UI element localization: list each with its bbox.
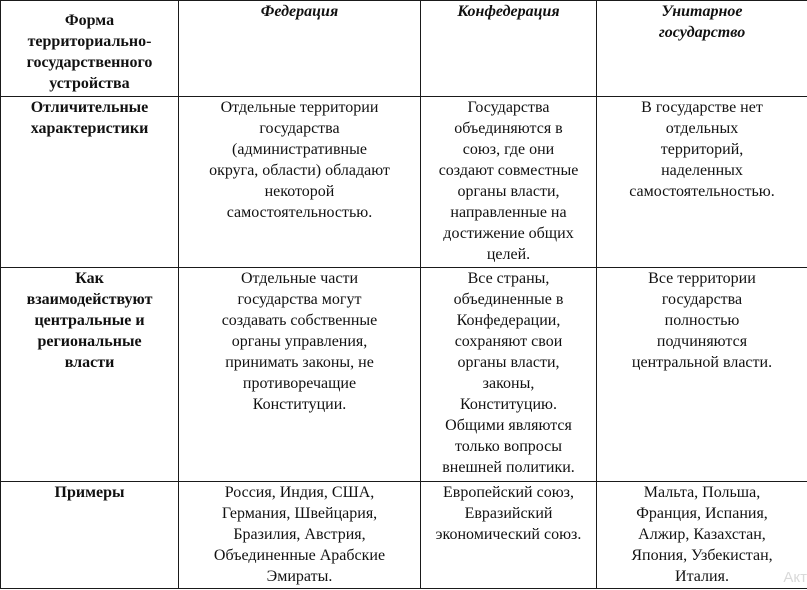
- column-header-unitary: Унитарное государство: [597, 1, 807, 97]
- row-header-examples: Примеры: [1, 482, 179, 589]
- header-row: [1, 1, 807, 97]
- table-cell: Все страны, объединенные в Конфедерации, сохраняют свои органы власти, законы, Конституцию. Общими являются только вопросы внешней политики.: [421, 268, 597, 482]
- table-cell: Мальта, Польша, Франция, Испания, Алжир, Казахстан, Япония, Узбекистан, Италия.: [597, 482, 807, 589]
- table-cell: Отдельные части государства могут создавать собственные органы управления, принимать законы, не противоречащие Конституции.: [179, 268, 421, 482]
- table-row: [1, 268, 807, 482]
- table-cell: Все территории государства полностью подчиняются центральной власти.: [597, 268, 807, 482]
- watermark-text: Акт: [783, 569, 807, 586]
- table-row: [1, 97, 807, 268]
- table-cell: Россия, Индия, США, Германия, Швейцария, Бразилия, Австрия, Объединенные Арабские Эмираты.: [179, 482, 421, 589]
- table-cell: Государства объединяются в союз, где они создают совместные органы власти, направленные на достижение общих целей.: [421, 97, 597, 268]
- corner-header-cell: Форма территориально- государственного устройства: [1, 1, 179, 97]
- table-cell: Отдельные территории государства (административные округа, области) обладают некоторой самостоятельностью.: [179, 97, 421, 268]
- table-cell: Европейский союз, Евразийский экономический союз.: [421, 482, 597, 589]
- row-header-interaction: Как взаимодействуют центральные и региональные власти: [1, 268, 179, 482]
- column-header-federation: Федерация: [179, 1, 421, 97]
- table-cell: В государстве нет отдельных территорий, наделенных самостоятельностью.: [597, 97, 807, 268]
- table-row: [1, 482, 807, 589]
- row-header-characteristics: Отличительные характеристики: [1, 97, 179, 268]
- column-header-confederation: Конфедерация: [421, 1, 597, 97]
